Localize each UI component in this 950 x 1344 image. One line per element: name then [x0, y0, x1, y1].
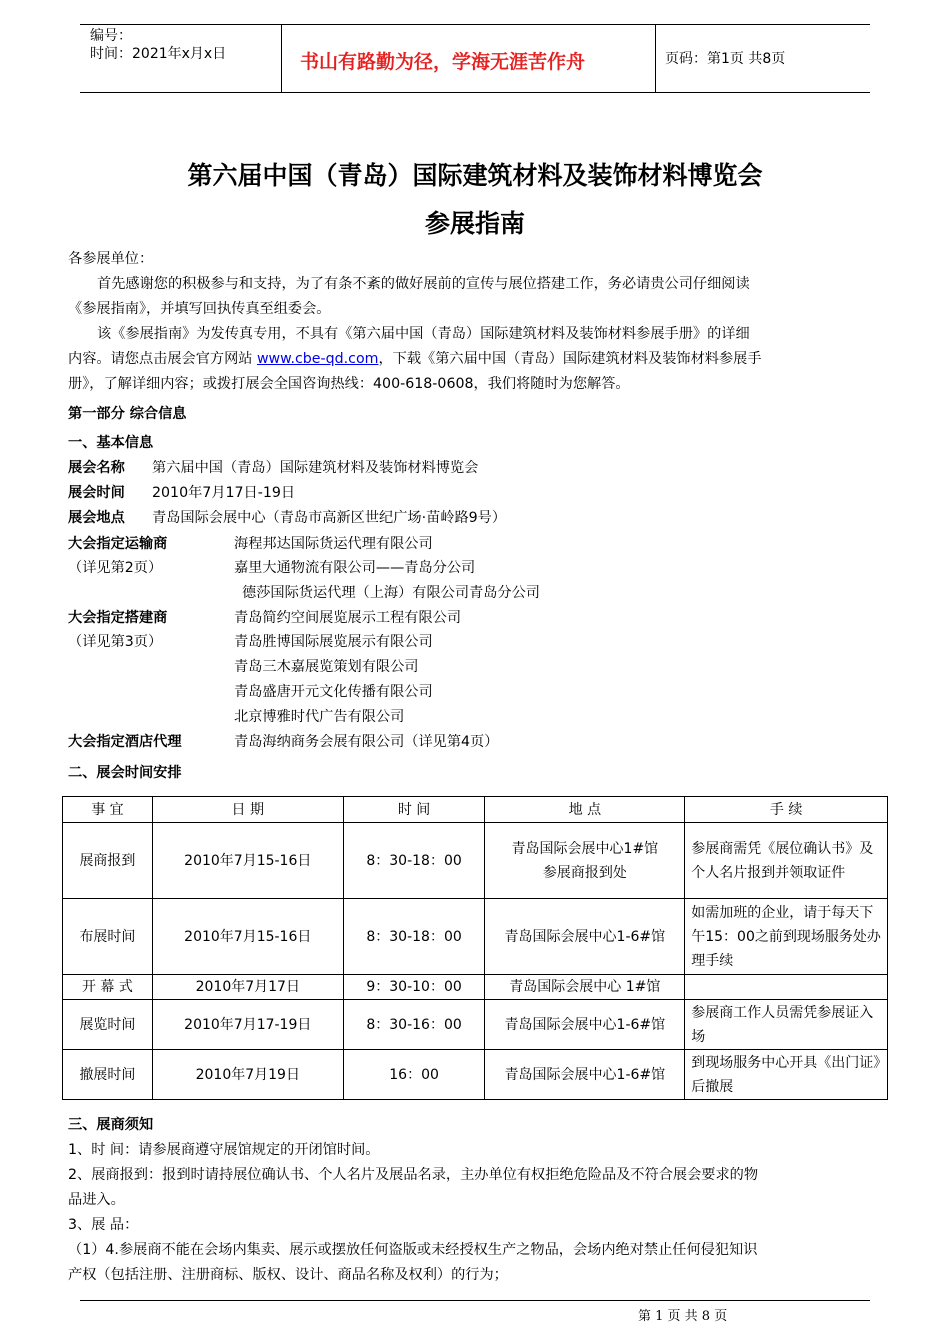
- cell-date: 2010年7月19日: [152, 1050, 343, 1100]
- footer-page-number: 第 1 页 共 8 页: [638, 1309, 728, 1324]
- notice-line: 2、展商报到：报到时请持展位确认书、个人名片及展品名录，主办单位有权拒绝危险品及不符合展会要求的物: [68, 1167, 759, 1183]
- expo-place-label: 展会地点: [68, 510, 125, 526]
- basic-info-heading: 一、基本信息: [68, 435, 154, 451]
- col-header: 时 间: [343, 797, 485, 823]
- cell-date: 2010年7月17日: [152, 975, 343, 1000]
- table-row: [63, 975, 888, 1000]
- header-time-label: 时间：2021年x月x日: [90, 46, 227, 62]
- table-row: [63, 899, 888, 975]
- cell-procedure: 到现场服务中心开具《出门证》后撤展: [685, 1050, 888, 1100]
- cell-place: 青岛国际会展中心1#馆 参展商报到处: [485, 823, 685, 899]
- table-row: [63, 1000, 888, 1050]
- transport-company: 嘉里大通物流有限公司——青岛分公司: [234, 560, 476, 576]
- cell-item: 展览时间: [63, 1000, 153, 1050]
- salutation: 各参展单位：: [68, 251, 154, 267]
- cell-item: 开 幕 式: [63, 975, 153, 1000]
- footer-rule: [80, 1300, 870, 1301]
- header-page-info: 页码：第1页 共8页: [665, 51, 786, 67]
- builder-company: 青岛盛唐开元文化传播有限公司: [234, 684, 433, 700]
- intro-p2-line1: 该《参展指南》为发传真专用，不具有《第六届中国（青岛）国际建筑材料及装饰材料参展手册》的详细: [97, 326, 750, 342]
- table-row: [63, 1050, 888, 1100]
- intro-p2-line2: [68, 347, 762, 372]
- cell-item: 撤展时间: [63, 1050, 153, 1100]
- document-title: 第六届中国（青岛）国际建筑材料及装饰材料博览会: [187, 161, 763, 190]
- cell-time: 9：30-10：00: [343, 975, 485, 1000]
- notice-line: 3、展 品：: [68, 1217, 139, 1233]
- expo-name-value: 第六届中国（青岛）国际建筑材料及装饰材料博览会: [152, 460, 479, 476]
- cell-place: 青岛国际会展中心1-6#馆: [485, 1000, 685, 1050]
- schedule-table: [62, 796, 888, 1100]
- expo-time-value: 2010年7月17日-19日: [152, 485, 296, 501]
- col-header: 手 续: [685, 797, 888, 823]
- col-header: 事 宜: [63, 797, 153, 823]
- cell-time: 8：30-16：00: [343, 1000, 485, 1050]
- builder-company: 青岛简约空间展览展示工程有限公司: [234, 610, 462, 626]
- header-divider-left: [281, 24, 282, 92]
- notice-line: 产权（包括注册、注册商标、版权、设计、商品名称及权利）的行为；: [68, 1267, 508, 1283]
- hotel-value: 青岛海纳商务会展有限公司（详见第4页）: [234, 734, 499, 750]
- official-website-link[interactable]: www.cbe-qd.com: [256, 351, 379, 367]
- builder-company: 北京博雅时代广告有限公司: [234, 709, 405, 725]
- schedule-heading: 二、展会时间安排: [68, 765, 182, 781]
- cell-place: 青岛国际会展中心1-6#馆: [485, 899, 685, 975]
- builder-company: 青岛三木嘉展览策划有限公司: [234, 659, 419, 675]
- cell-item: 布展时间: [63, 899, 153, 975]
- notice-line: 品进入。: [68, 1192, 125, 1208]
- cell-procedure: [685, 975, 888, 1000]
- cell-procedure: 参展商需凭《展位确认书》及个人名片报到并领取证件: [685, 823, 888, 899]
- notice-line: 1、时 间：请参展商遵守展馆规定的开闭馆时间。: [68, 1142, 380, 1158]
- intro-p2-line3: 册》，了解详细内容；或拨打展会全国咨询热线：400-618-0608，我们将随时为您解答。: [68, 376, 630, 392]
- builder-company: 青岛胜博国际展览展示有限公司: [234, 634, 433, 650]
- header-number-label: 编号：: [90, 28, 132, 44]
- table-header-row: [63, 797, 888, 823]
- header-divider-right: [655, 24, 656, 92]
- cell-date: 2010年7月15-16日: [152, 899, 343, 975]
- cell-place: 青岛国际会展中心 1#馆: [485, 975, 685, 1000]
- transport-note: （详见第2页）: [68, 560, 163, 576]
- cell-procedure: 如需加班的企业，请于每天下午15：00之前到现场服务处办理手续: [685, 899, 888, 975]
- transport-label: 大会指定运输商: [68, 536, 168, 552]
- builder-note: （详见第3页）: [68, 634, 163, 650]
- table-row: [63, 823, 888, 899]
- intro-p2-text-a: 内容。请您点击展会官方网站: [68, 351, 257, 367]
- col-header: 地 点: [485, 797, 685, 823]
- cell-date: 2010年7月15-16日: [152, 823, 343, 899]
- transport-company: 海程邦达国际货运代理有限公司: [234, 536, 433, 552]
- cell-item: 展商报到: [63, 823, 153, 899]
- intro-p1-line2: 《参展指南》，并填写回执传真至组委会。: [68, 301, 331, 317]
- document-subtitle: 参展指南: [424, 209, 525, 238]
- intro-p1-line1: 首先感谢您的积极参与和支持，为了有条不紊的做好展前的宣传与展位搭建工作，务必请贵公司仔细阅读: [97, 276, 750, 292]
- expo-place-value: 青岛国际会展中心（青岛市高新区世纪广场·苗岭路9号）: [152, 510, 507, 526]
- intro-p2-text-b: ，下载《第六届中国（青岛）国际建筑材料及装饰材料参展手: [378, 351, 762, 367]
- cell-time: 8：30-18：00: [343, 899, 485, 975]
- transport-company: 德莎国际货运代理（上海）有限公司青岛分公司: [242, 585, 540, 601]
- expo-time-label: 展会时间: [68, 485, 125, 501]
- notice-heading: 三、展商须知: [68, 1117, 154, 1133]
- cell-date: 2010年7月17-19日: [152, 1000, 343, 1050]
- hotel-label: 大会指定酒店代理: [68, 734, 182, 750]
- cell-place: 青岛国际会展中心1-6#馆: [485, 1050, 685, 1100]
- cell-time: 16：00: [343, 1050, 485, 1100]
- header-motto: 书山有路勤为径，学海无涯苦作舟: [300, 51, 586, 73]
- notice-line: （1）4.参展商不能在会场内集卖、展示或摆放任何盗版或未经授权生产之物品，会场内绝对禁止任何侵犯知识: [68, 1242, 758, 1258]
- cell-procedure: 参展商工作人员需凭参展证入场: [685, 1000, 888, 1050]
- header-top-rule: [80, 24, 870, 25]
- builder-label: 大会指定搭建商: [68, 610, 168, 626]
- header-bottom-rule: [80, 92, 870, 93]
- expo-name-label: 展会名称: [68, 460, 125, 476]
- part1-heading: 第一部分 综合信息: [68, 406, 187, 422]
- cell-time: 8：30-18：00: [343, 823, 485, 899]
- col-header: 日 期: [152, 797, 343, 823]
